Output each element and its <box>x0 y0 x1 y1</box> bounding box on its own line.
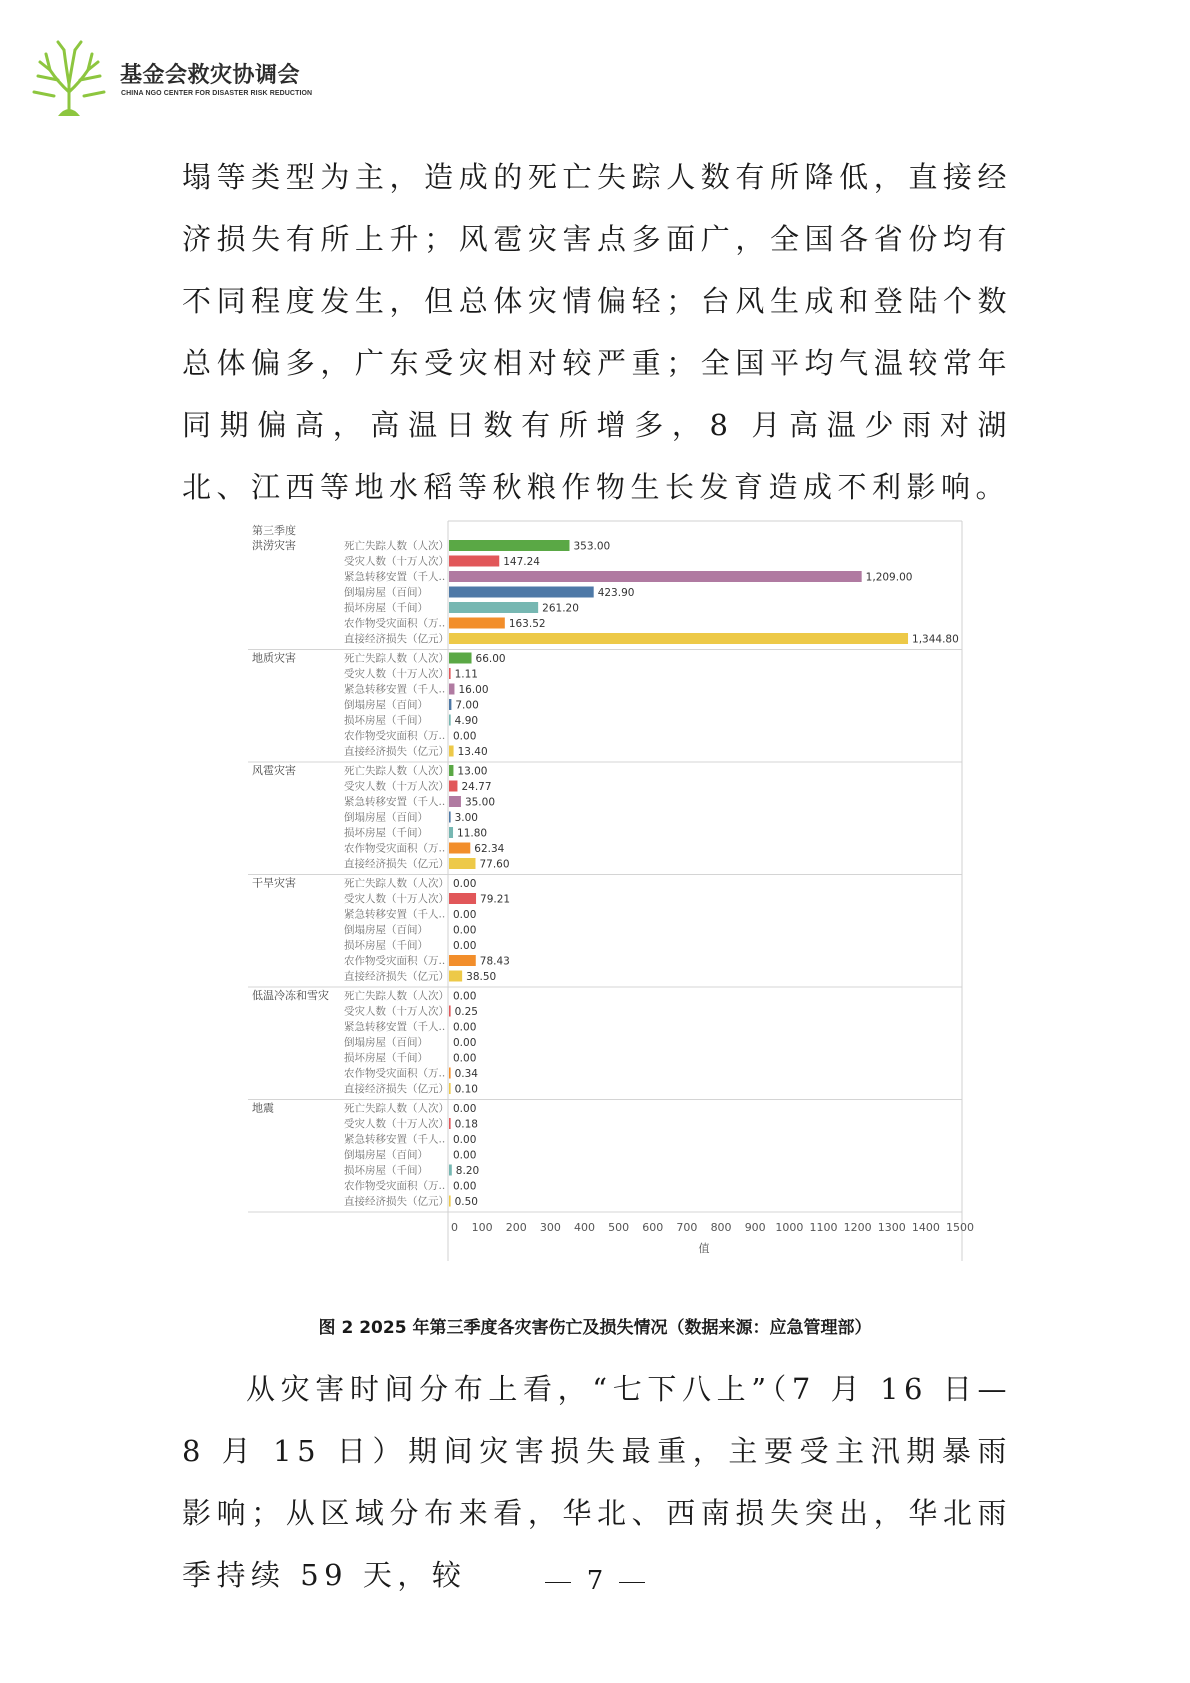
data-label: 1.11 <box>454 668 478 681</box>
data-bar <box>449 715 451 726</box>
data-bar <box>449 571 862 582</box>
data-label: 78.43 <box>479 955 510 968</box>
data-label: 8.20 <box>455 1165 480 1177</box>
data-bar <box>449 746 454 757</box>
metric-label: 直接经济损失（亿元） <box>344 633 449 645</box>
x-tick-label: 1000 <box>775 1221 804 1234</box>
data-label: 79.21 <box>480 893 511 906</box>
x-tick-label: 100 <box>471 1221 493 1234</box>
data-bar <box>449 668 451 679</box>
metric-label: 死亡失踪人数（人次） <box>344 765 449 777</box>
data-label: 353.00 <box>573 540 611 553</box>
data-label: 0.00 <box>453 940 477 952</box>
metric-label: 损坏房屋（千间） <box>344 939 428 952</box>
x-tick-label: 600 <box>642 1221 664 1234</box>
x-tick-label: 1300 <box>877 1221 906 1234</box>
footer-dash-left <box>545 1582 571 1583</box>
metric-label: 农作物受灾面积（万.. <box>344 617 446 630</box>
data-label: 0.00 <box>453 878 477 890</box>
data-bar <box>449 827 453 838</box>
footer-dash-right <box>619 1582 645 1583</box>
data-bar <box>449 653 472 664</box>
data-label: 0.00 <box>453 990 477 1003</box>
x-tick-label: 400 <box>574 1221 596 1234</box>
metric-label: 死亡失踪人数（人次） <box>344 877 449 890</box>
metric-label: 死亡失踪人数（人次） <box>344 652 449 665</box>
x-tick-label: 500 <box>608 1221 630 1234</box>
data-bar <box>449 955 476 966</box>
data-bar <box>449 1118 451 1129</box>
data-bar <box>449 843 470 854</box>
metric-label: 倒塌房屋（百间） <box>344 586 428 599</box>
disaster-loss-chart <box>248 520 1038 1300</box>
metric-label: 农作物受灾面积（万.. <box>344 842 446 855</box>
data-label: 3.00 <box>454 812 478 824</box>
data-bar <box>449 781 457 792</box>
metric-label: 紧急转移安置（千人.. <box>344 1133 446 1146</box>
body-paragraph: 从灾害时间分布上看，“七下八上”（7 月 16 日—8 月 15 日）期间灾害损失最重，主要受主汛期暴雨影响；从区域分布来看，华北、西南损失突出，华北雨季持续 59 天，较 <box>182 1372 1012 1592</box>
metric-label: 倒塌房屋（百间） <box>344 924 428 936</box>
data-label: 16.00 <box>458 684 489 696</box>
metric-label: 受灾人数（十万人次） <box>344 1118 449 1130</box>
x-tick-label: 1200 <box>843 1221 872 1234</box>
x-tick-label: 0 <box>451 1221 458 1234</box>
x-tick-label: 1100 <box>809 1221 838 1234</box>
chart-header-label: 第三季度 <box>252 524 296 537</box>
metric-label: 损坏房屋（千间） <box>344 827 428 839</box>
data-label: 0.00 <box>453 924 477 937</box>
metric-label: 受灾人数（十万人次） <box>344 780 449 793</box>
metric-label: 农作物受灾面积（万.. <box>344 730 446 742</box>
data-label: 147.24 <box>503 556 541 568</box>
data-label: 0.00 <box>453 1103 477 1115</box>
metric-label: 紧急转移安置（千人.. <box>344 796 446 808</box>
data-label: 0.00 <box>453 1180 477 1193</box>
tree-logo-icon <box>28 36 110 118</box>
page-footer <box>0 1566 1190 1596</box>
data-label: 0.00 <box>453 1149 477 1162</box>
metric-label: 死亡失踪人数（人次） <box>344 990 449 1002</box>
data-label: 0.10 <box>454 1083 478 1096</box>
data-bar <box>449 633 908 644</box>
metric-label: 死亡失踪人数（人次） <box>344 1102 449 1115</box>
data-label: 0.25 <box>454 1006 478 1018</box>
x-tick-label: 1400 <box>911 1221 940 1234</box>
data-bar <box>449 1006 451 1017</box>
x-tick-label: 200 <box>505 1221 527 1234</box>
metric-label: 受灾人数（十万人次） <box>344 668 449 680</box>
group-label: 洪涝灾害 <box>252 539 296 552</box>
metric-label: 倒塌房屋（百间） <box>344 811 428 824</box>
data-bar <box>449 1083 451 1094</box>
metric-label: 直接经济损失（亿元） <box>344 858 449 870</box>
x-tick-label: 1500 <box>946 1221 974 1234</box>
data-label: 1,209.00 <box>865 571 913 584</box>
data-bar <box>449 971 462 982</box>
data-label: 0.00 <box>453 1021 477 1034</box>
metric-label: 受灾人数（十万人次） <box>344 555 449 568</box>
metric-label: 紧急转移安置（千人.. <box>344 571 446 583</box>
metric-label: 受灾人数（十万人次） <box>344 1005 449 1018</box>
metric-label: 直接经济损失（亿元） <box>344 745 449 758</box>
data-bar <box>449 587 594 598</box>
organization-name-en: CHINA NGO CENTER FOR DISASTER RISK REDUCTION <box>121 90 313 97</box>
data-bar <box>449 765 453 776</box>
metric-label: 紧急转移安置（千人.. <box>344 1021 446 1033</box>
disaster-loss-bar-chart <box>248 520 1038 1300</box>
organization-logo <box>28 36 318 120</box>
metric-label: 倒塌房屋（百间） <box>344 1036 428 1049</box>
metric-label: 倒塌房屋（百间） <box>344 699 428 711</box>
data-bar <box>449 540 569 551</box>
data-label: 0.00 <box>453 1052 477 1065</box>
metric-label: 直接经济损失（亿元） <box>344 970 449 983</box>
metric-label: 损坏房屋（千间） <box>344 602 428 614</box>
data-bar <box>449 812 451 823</box>
data-bar <box>449 858 475 869</box>
page-number: 7 <box>586 1566 604 1596</box>
data-label: 4.90 <box>454 715 479 727</box>
x-tick-label: 700 <box>676 1221 698 1234</box>
data-label: 1,344.80 <box>912 633 959 646</box>
data-label: 0.00 <box>453 1037 477 1049</box>
data-bar <box>449 893 476 904</box>
data-label: 163.52 <box>508 618 546 630</box>
data-label: 13.40 <box>457 746 488 758</box>
organization-name-cn: 基金会救灾协调会 <box>120 63 301 88</box>
metric-label: 倒塌房屋（百间） <box>344 1149 428 1161</box>
data-bar <box>449 1196 451 1207</box>
data-label: 38.50 <box>466 971 497 983</box>
data-label: 66.00 <box>475 653 506 665</box>
data-label: 35.00 <box>464 796 496 809</box>
group-label: 地震 <box>252 1101 274 1115</box>
data-bar <box>449 684 454 695</box>
group-label: 风雹灾害 <box>252 764 296 777</box>
metric-label: 死亡失踪人数（人次） <box>344 540 449 552</box>
group-label: 干旱灾害 <box>252 876 296 890</box>
group-label: 低温冷冻和雪灾 <box>252 989 329 1002</box>
figure-caption: 图 2 2025 年第三季度各灾害伤亡及损失情况（数据来源：应急管理部） <box>318 1318 872 1338</box>
metric-label: 农作物受灾面积（万.. <box>344 955 446 967</box>
metric-label: 农作物受灾面积（万.. <box>344 1067 446 1080</box>
intro-paragraph: 塌等类型为主，造成的死亡失踪人数有所降低，直接经济损失有所上升；风雹灾害点多面广，全国各省份均有不同程度发生，但总体灾情偏轻；台风生成和登陆个数总体偏多，广东受灾相对较严重；全国平均气温较常年同期偏高，高温日数有所增多，8 月高温少雨对湖北、江西等地水稻等秋粮作物生长发育造成不利影响。 <box>182 160 1012 504</box>
metric-label: 损坏房屋（千间） <box>344 1164 428 1177</box>
x-tick-label: 900 <box>744 1221 766 1234</box>
data-bar <box>449 796 461 807</box>
data-label: 0.34 <box>454 1068 478 1080</box>
metric-label: 直接经济损失（亿元） <box>344 1195 449 1208</box>
data-label: 0.00 <box>453 730 477 743</box>
data-bar <box>449 618 505 629</box>
data-label: 0.18 <box>454 1118 478 1131</box>
data-label: 261.20 <box>542 602 579 615</box>
group-label: 地质灾害 <box>252 651 296 665</box>
metric-label: 紧急转移安置（千人.. <box>344 683 446 696</box>
data-label: 7.00 <box>455 699 479 712</box>
data-label: 0.50 <box>454 1196 478 1208</box>
metric-label: 损坏房屋（千间） <box>344 714 428 727</box>
data-label: 62.34 <box>474 843 505 855</box>
metric-label: 紧急转移安置（千人.. <box>344 908 446 921</box>
data-bar <box>449 602 538 613</box>
data-label: 77.60 <box>479 858 510 871</box>
data-label: 11.80 <box>457 827 488 840</box>
data-label: 0.00 <box>453 1134 477 1146</box>
metric-label: 农作物受灾面积（万.. <box>344 1180 446 1192</box>
data-bar <box>449 1165 452 1176</box>
data-label: 0.00 <box>453 909 477 921</box>
x-axis-title: 值 <box>698 1242 710 1255</box>
x-tick-label: 800 <box>710 1221 732 1234</box>
data-label: 24.77 <box>461 781 492 793</box>
data-bar <box>449 556 499 567</box>
metric-label: 直接经济损失（亿元） <box>344 1083 449 1095</box>
data-bar <box>449 699 451 710</box>
metric-label: 损坏房屋（千间） <box>344 1052 428 1064</box>
metric-label: 受灾人数（十万人次） <box>344 893 449 905</box>
data-label: 13.00 <box>457 765 488 778</box>
data-label: 423.90 <box>597 587 635 599</box>
data-bar <box>449 1068 451 1079</box>
x-tick-label: 300 <box>539 1221 561 1234</box>
